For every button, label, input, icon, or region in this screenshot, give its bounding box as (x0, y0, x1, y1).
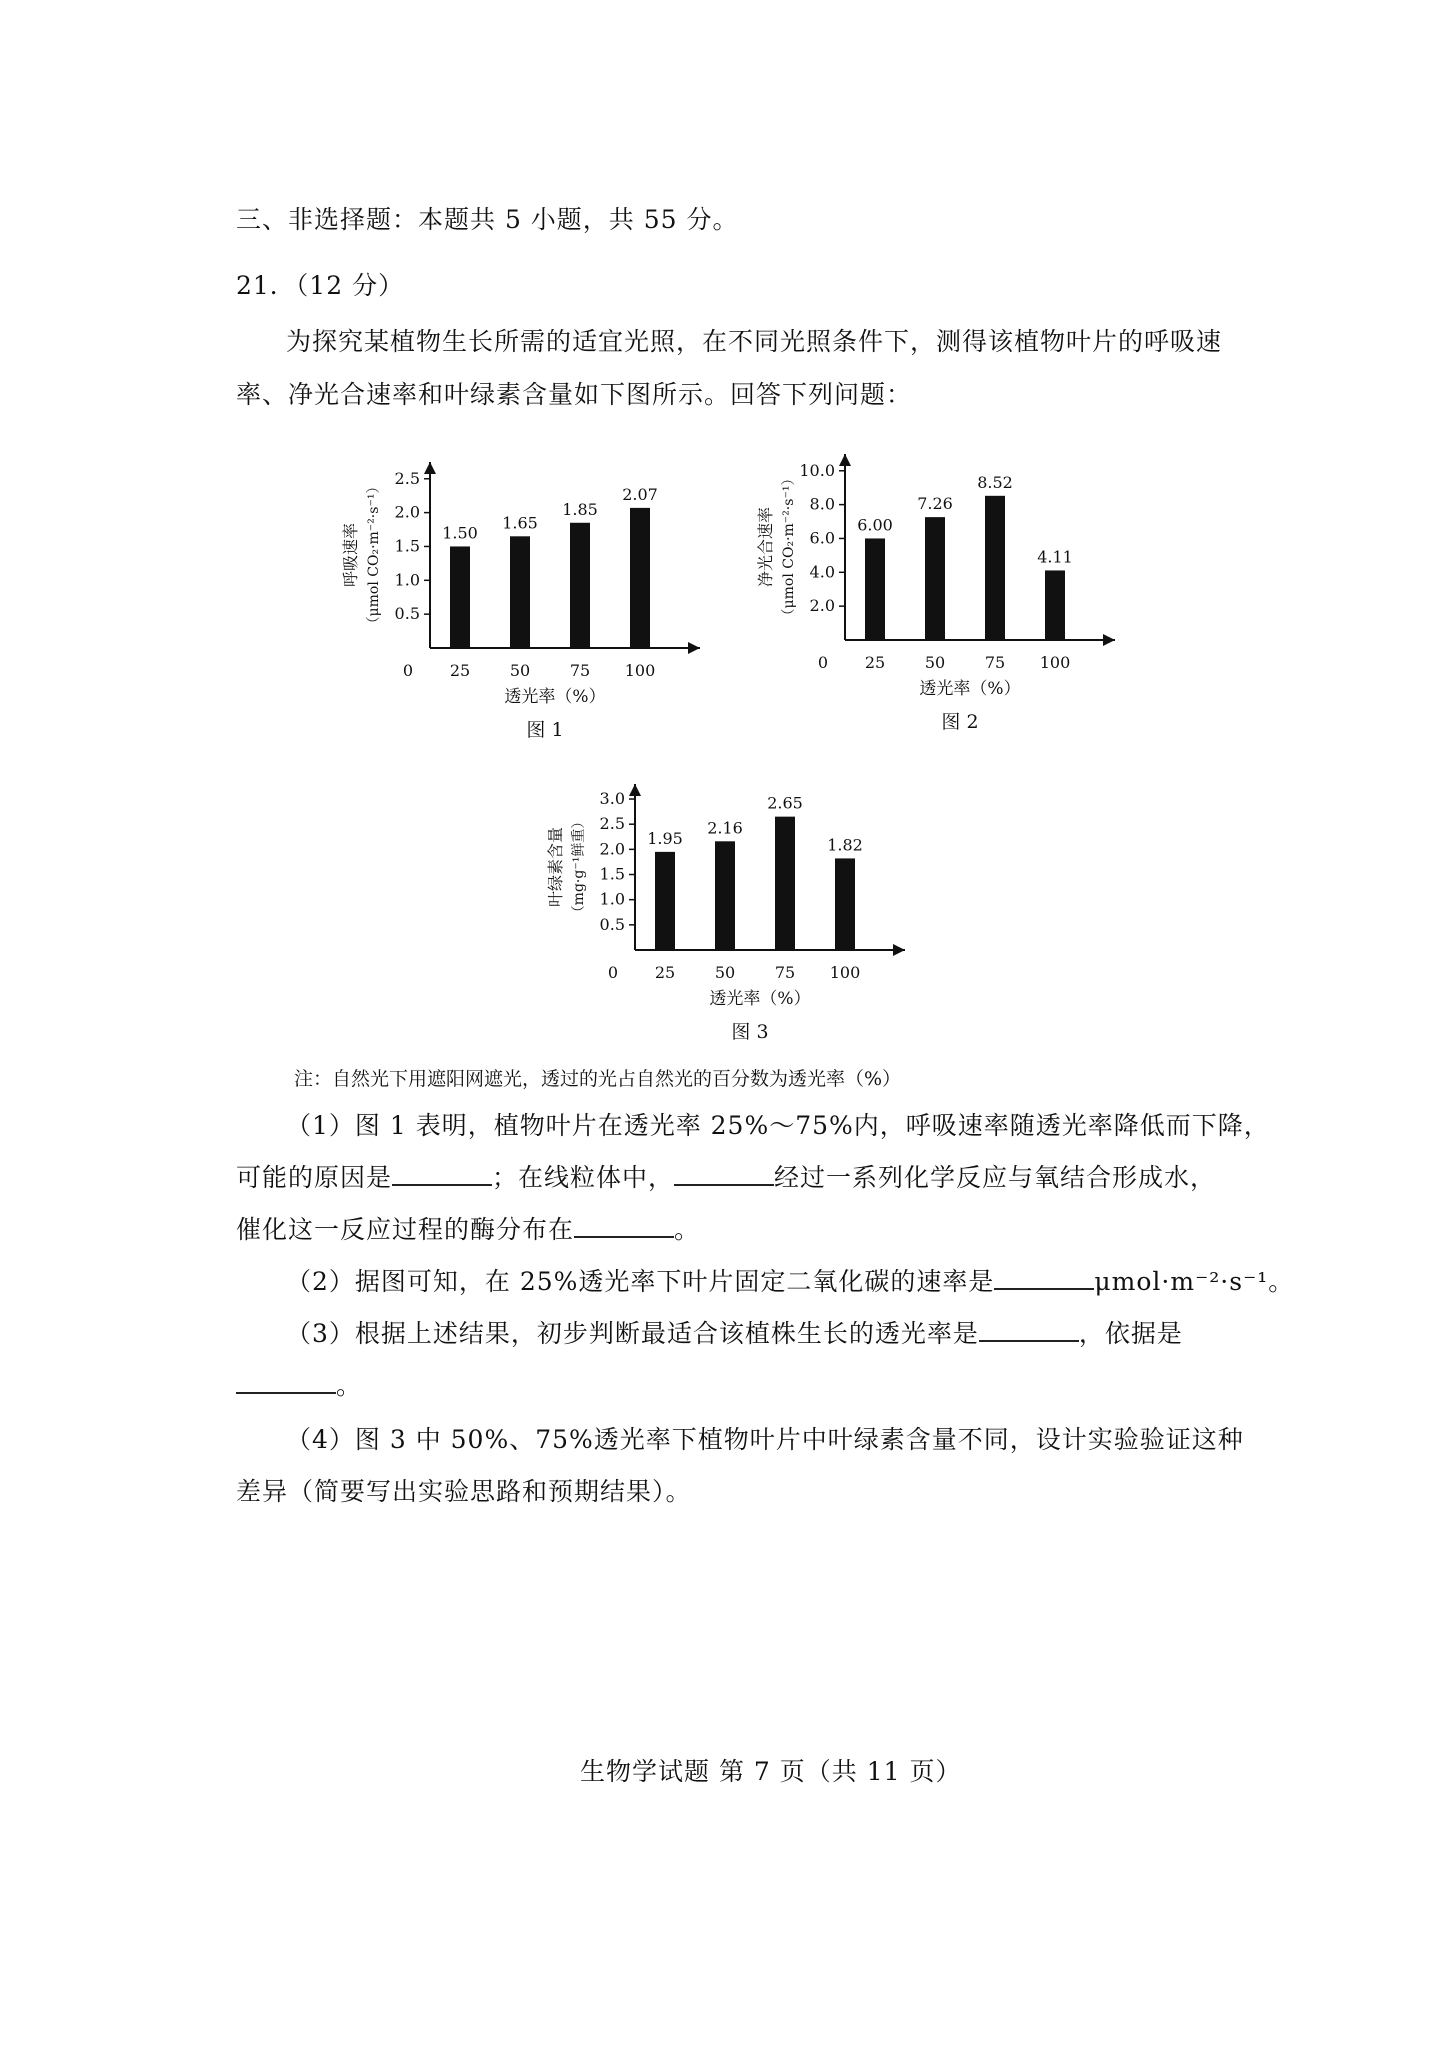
answer-blank-3[interactable] (574, 1212, 674, 1238)
y-tick-label: 2.5 (599, 814, 625, 834)
x-axis-label: 透光率（%） (504, 687, 606, 707)
page-footer: 生物学试题 第 7 页（共 11 页） (580, 1757, 962, 1786)
bar-value-label: 4.11 (1037, 547, 1073, 567)
figure-2-chart (735, 440, 1175, 740)
y-axis-unit: （mg·g⁻¹鲜重） (571, 814, 587, 920)
bar-value-label: 1.50 (442, 523, 478, 543)
y-axis-arrow (839, 454, 851, 466)
x-tick-label: 75 (984, 653, 1006, 672)
question-intro-line-2: 率、净光合速率和叶绿素含量如下图所示。回答下列问题： (236, 380, 913, 409)
y-axis-label: 叶绿素含量 (546, 826, 565, 908)
bar-value-label: 2.07 (622, 484, 658, 504)
text: ；在线粒体中， (492, 1163, 675, 1192)
bar (570, 523, 590, 648)
bar-value-label: 8.52 (977, 472, 1013, 492)
y-axis-label: 呼吸速率 (341, 522, 360, 588)
subquestion-3-line-1 (286, 1314, 1183, 1350)
bar (925, 517, 945, 640)
bar (865, 538, 885, 640)
text: 。 (336, 1371, 363, 1400)
answer-blank-2[interactable] (674, 1160, 774, 1186)
y-tick-label: 0.5 (599, 914, 625, 934)
x-tick-label: 25 (654, 963, 676, 982)
x-axis-arrow (893, 944, 905, 956)
answer-blank-1[interactable] (392, 1160, 492, 1186)
origin-label: 0 (402, 661, 414, 680)
x-tick-label: 50 (714, 963, 736, 982)
y-tick-label: 2.0 (809, 596, 835, 616)
bar-value-label: 1.82 (827, 835, 863, 855)
x-axis-label: 透光率（%） (709, 989, 811, 1009)
figure-1-chart (320, 448, 760, 748)
bar-value-label: 1.85 (562, 499, 598, 519)
figure-caption: 图 2 (941, 711, 979, 733)
figure-caption: 图 1 (526, 719, 564, 741)
y-axis-unit: （μmol CO₂·m⁻²·s⁻¹） (366, 479, 382, 631)
bar (655, 852, 675, 950)
subquestion-1-line-1: （1）图 1 表明，植物叶片在透光率 25%～75%内，呼吸速率随透光率降低而下降， (286, 1111, 1270, 1140)
y-tick-label: 3.0 (599, 789, 625, 809)
answer-blank-5[interactable] (979, 1316, 1079, 1342)
figure-3-chart (525, 770, 965, 1050)
bar-value-label: 6.00 (857, 515, 893, 535)
x-tick-label: 50 (924, 653, 946, 672)
x-tick-label: 100 (829, 963, 861, 982)
origin-label: 0 (607, 963, 619, 982)
x-tick-label: 75 (569, 661, 591, 680)
x-tick-label: 25 (449, 661, 471, 680)
bar (835, 858, 855, 950)
y-axis-label: 净光合速率 (756, 506, 775, 588)
question-intro-line-1: 为探究某植物生长所需的适宜光照，在不同光照条件下，测得该植物叶片的呼吸速 (286, 327, 1223, 356)
y-tick-label: 1.5 (394, 536, 420, 556)
bar-value-label: 2.16 (707, 818, 743, 838)
section-heading: 三、非选择题：本题共 5 小题，共 55 分。 (236, 205, 739, 234)
bar (985, 496, 1005, 640)
answer-blank-6[interactable] (236, 1368, 336, 1394)
bar-value-label: 7.26 (917, 494, 953, 514)
question-number: 21．（12 分） (236, 271, 405, 300)
figure-caption: 图 3 (731, 1021, 769, 1043)
y-axis-unit: （μmol CO₂·m⁻²·s⁻¹） (781, 471, 797, 623)
origin-label: 0 (817, 653, 829, 672)
bar-value-label: 1.95 (647, 828, 683, 848)
subquestion-4-line-2: 差异（简要写出实验思路和预期结果）。 (236, 1477, 692, 1506)
y-tick-label: 6.0 (809, 528, 835, 548)
y-tick-label: 2.5 (394, 468, 420, 488)
x-tick-label: 50 (509, 661, 531, 680)
subquestion-3-line-2 (236, 1366, 362, 1402)
bar-value-label: 2.65 (767, 793, 803, 813)
text: ，依据是 (1078, 1319, 1183, 1348)
figure-note: 注：自然光下用遮阳网遮光，透过的光占自然光的百分数为透光率（%） (294, 1068, 902, 1090)
subquestion-1-line-2 (236, 1158, 1216, 1194)
y-tick-label: 2.0 (394, 502, 420, 522)
text: 经过一系列化学反应与氧结合形成水， (774, 1163, 1217, 1192)
y-tick-label: 8.0 (809, 494, 835, 514)
y-tick-label: 10.0 (799, 460, 835, 480)
subquestion-2 (286, 1262, 1294, 1298)
x-axis-arrow (688, 642, 700, 654)
x-tick-label: 25 (864, 653, 886, 672)
x-axis-arrow (1103, 634, 1115, 646)
subquestion-4-line-1: （4）图 3 中 50%、75%透光率下植物叶片中叶绿素含量不同，设计实验验证这种 (286, 1425, 1244, 1454)
bar (510, 536, 530, 648)
bar (775, 817, 795, 950)
bar (715, 841, 735, 950)
bar-value-label: 1.65 (502, 513, 538, 533)
x-tick-label: 100 (624, 661, 656, 680)
subquestion-1-line-3 (236, 1210, 700, 1246)
y-tick-label: 0.5 (394, 604, 420, 624)
y-tick-label: 1.0 (599, 889, 625, 909)
bar (1045, 570, 1065, 640)
text: （3）根据上述结果，初步判断最适合该植株生长的透光率是 (286, 1319, 979, 1348)
y-tick-label: 1.5 (599, 864, 625, 884)
y-tick-label: 1.0 (394, 570, 420, 590)
bar (630, 508, 650, 648)
text: 可能的原因是 (236, 1163, 393, 1192)
y-tick-label: 4.0 (809, 562, 835, 582)
bar (450, 546, 470, 648)
x-tick-label: 100 (1039, 653, 1071, 672)
text: （2）据图可知，在 25%透光率下叶片固定二氧化碳的速率是 (286, 1267, 995, 1296)
x-tick-label: 75 (774, 963, 796, 982)
y-axis-arrow (424, 462, 436, 474)
y-axis-arrow (629, 784, 641, 796)
x-axis-label: 透光率（%） (919, 679, 1021, 699)
text: 催化这一反应过程的酶分布在 (236, 1215, 575, 1244)
text: 。 (674, 1215, 701, 1244)
answer-blank-4[interactable] (994, 1264, 1094, 1290)
text: μmol·m⁻²·s⁻¹。 (1094, 1267, 1295, 1296)
y-tick-label: 2.0 (599, 839, 625, 859)
